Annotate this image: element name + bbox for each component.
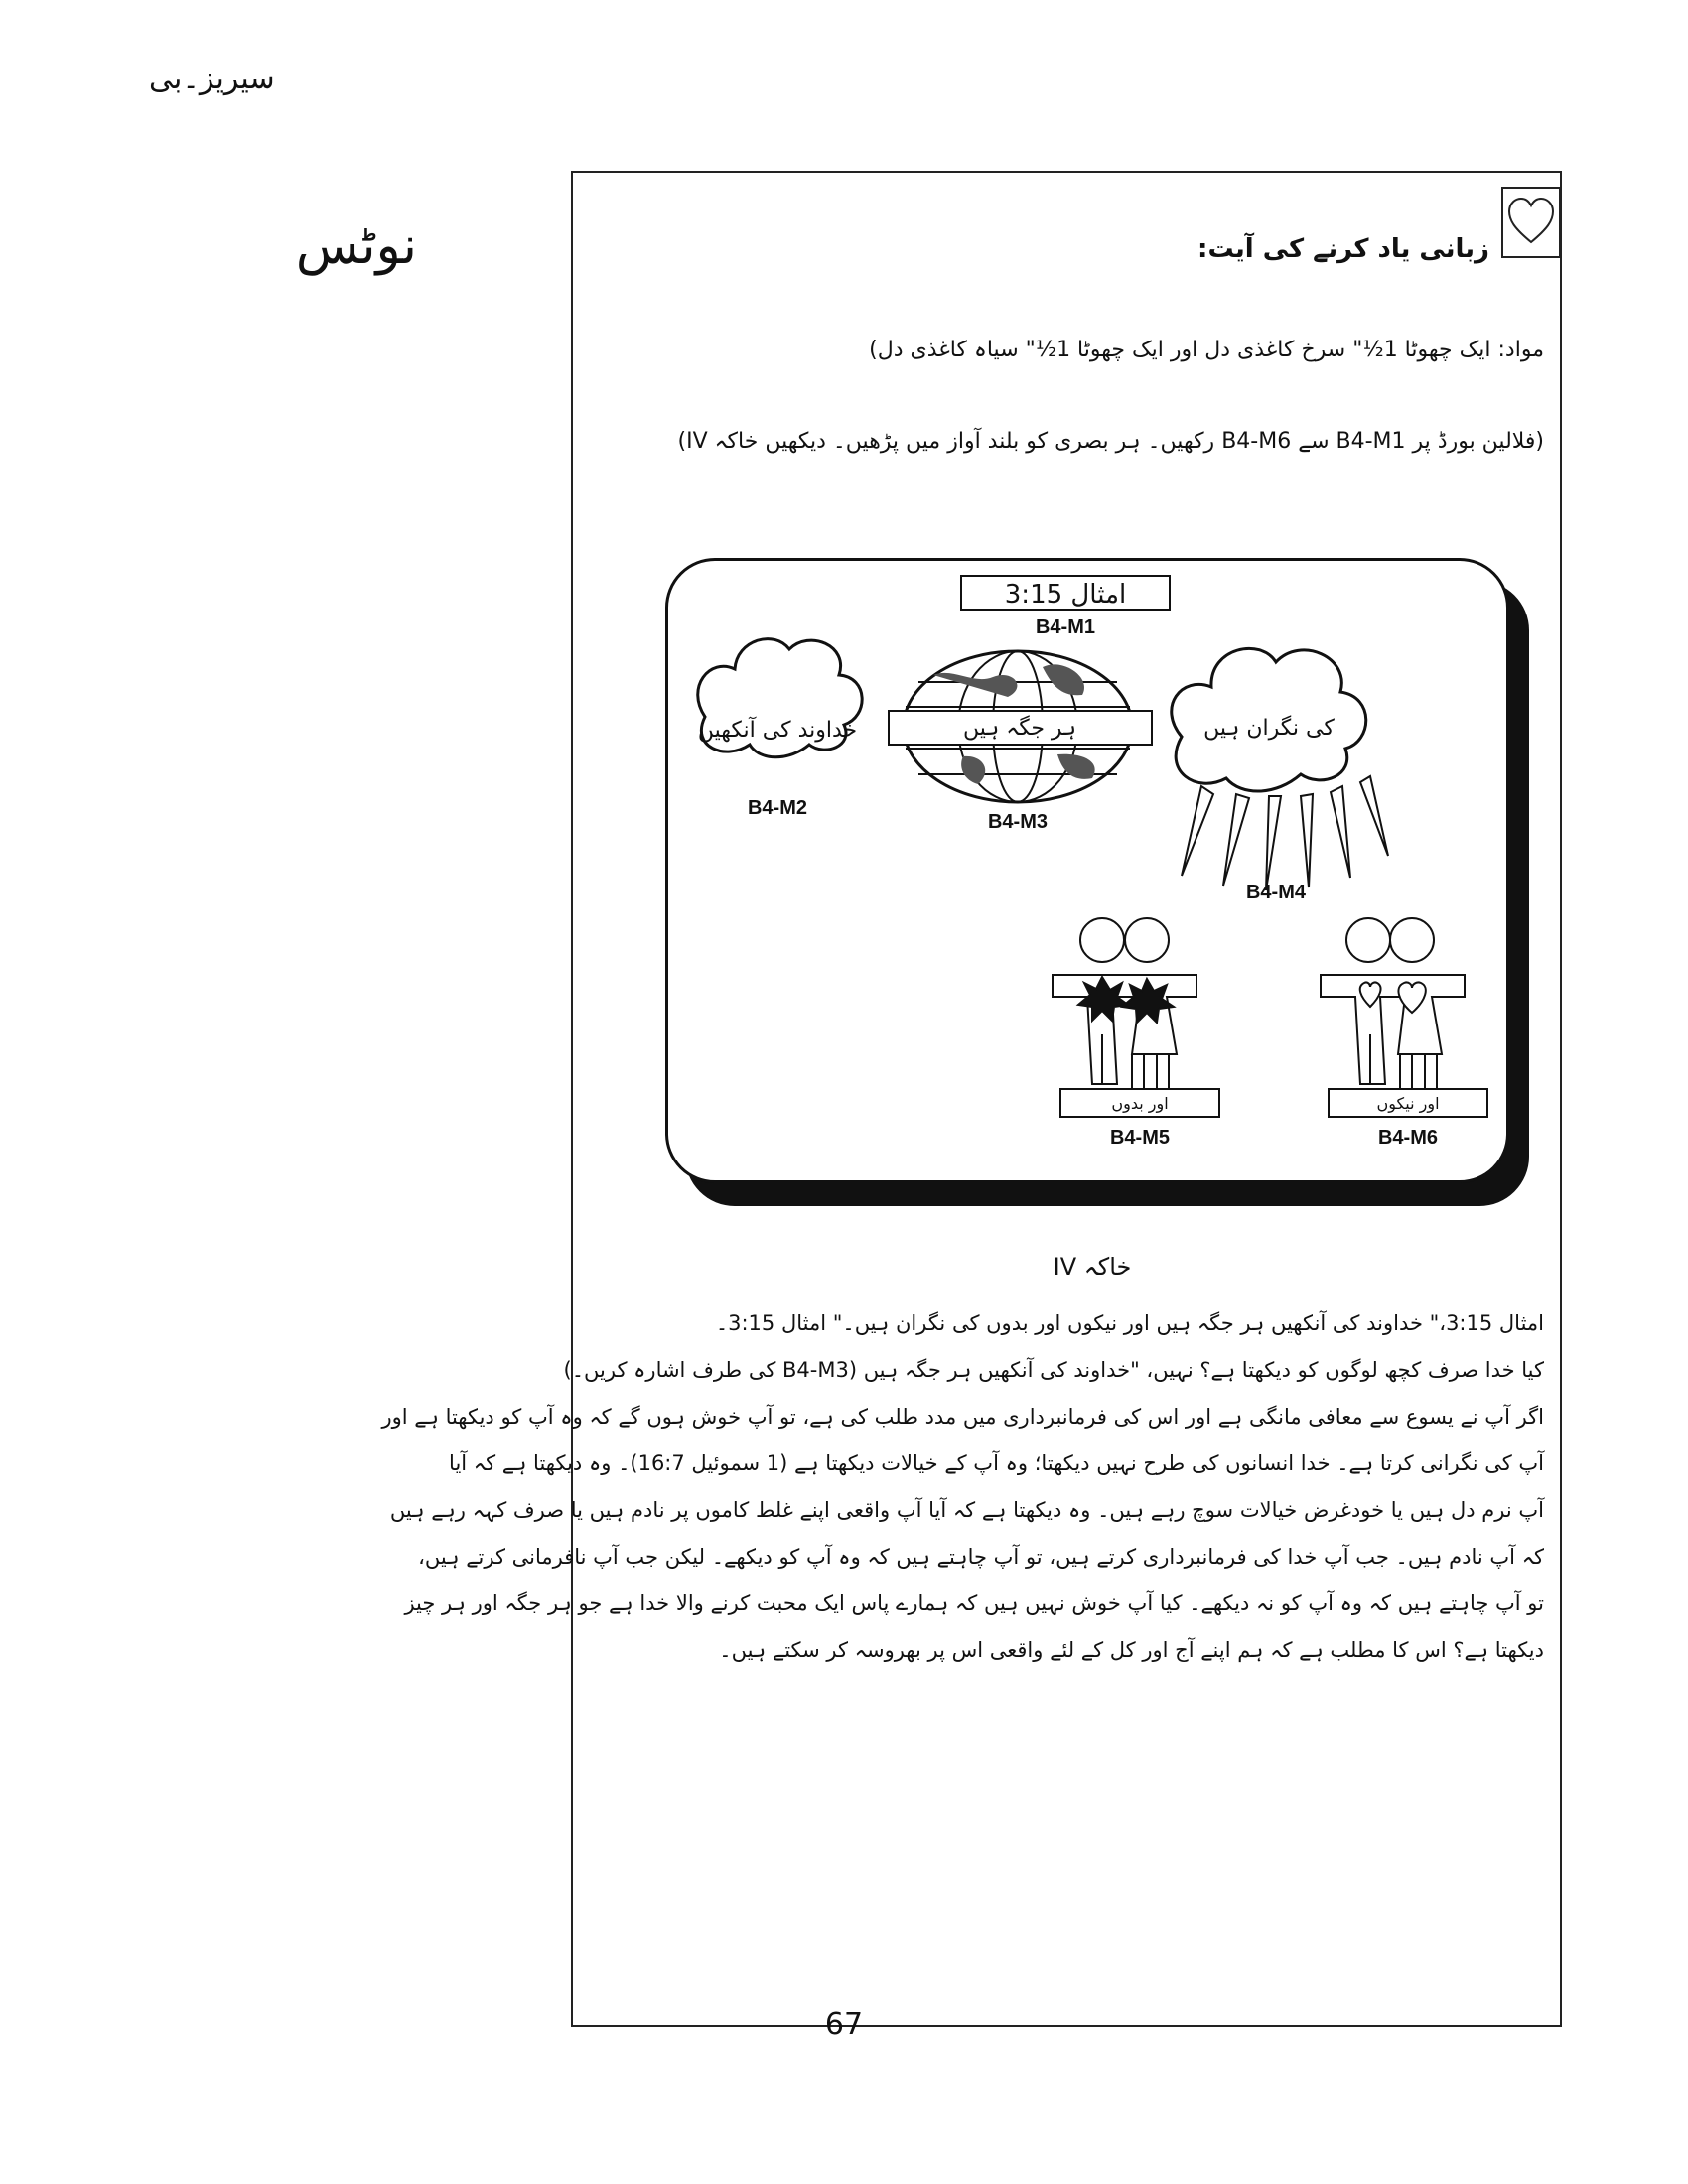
notes-label: نوٹس bbox=[295, 216, 417, 276]
children-m6-icon bbox=[1321, 918, 1465, 1089]
m5-text: اور بدوں bbox=[1111, 1094, 1169, 1113]
m5-label: B4-M5 bbox=[1109, 1127, 1171, 1149]
figure-illustration bbox=[665, 558, 1509, 1183]
body-line: آپ نرم دل ہیں یا خودغرض خیالات سوچ رہے ہیں۔ وہ دیکھتا ہے کہ آیا آپ واقعی اپنے غلط کاموں پر نادم ہیں یا صرف کہہ رہے ہیں bbox=[389, 1498, 1544, 1522]
children-m5-icon bbox=[1053, 918, 1196, 1089]
section-heading: زبانی یاد کرنے کی آیت: bbox=[1197, 234, 1489, 264]
heart-icon bbox=[1501, 187, 1561, 258]
page-number: 67 bbox=[824, 2007, 864, 2042]
m2-label: B4-M2 bbox=[747, 797, 808, 819]
body-line: کہ آپ نادم ہیں۔ جب آپ خدا کی فرمانبرداری کرتے ہیں، تو آپ چاہتے ہیں کہ وہ آپ کو دیکھے۔ لیکن جب آپ نافرمانی کرتے ہیں، bbox=[418, 1545, 1544, 1569]
figure-caption: خاکہ IV bbox=[1053, 1253, 1132, 1281]
m2-text: خداوند کی آنکھیں bbox=[697, 718, 858, 743]
m1-label: B4-M1 bbox=[1035, 616, 1096, 638]
m4-text: کی نگران ہیں bbox=[1203, 716, 1335, 741]
body-line: آپ کی نگرانی کرتا ہے۔ خدا انسانوں کی طرح نہیں دیکھتا؛ وہ آپ کے خیالات دیکھتا ہے (1 سموئیل 16:7)۔ وہ دیکھتا ہے کہ آیا bbox=[449, 1451, 1544, 1475]
m3-label: B4-M3 bbox=[987, 811, 1049, 833]
title-box-text: امثال 3:15 bbox=[1004, 580, 1127, 610]
m6-text: اور نیکوں bbox=[1376, 1094, 1440, 1113]
m6-label: B4-M6 bbox=[1377, 1127, 1439, 1149]
instruction-line: (فلالین بورڈ پر B4-M1 سے B4-M6 رکھیں۔ ہر بصری کو بلند آواز میں پڑھیں۔ دیکھیں خاکہ IV) bbox=[677, 429, 1544, 454]
body-line: اگر آپ نے یسوع سے معافی مانگی ہے اور اس کی فرمانبرداری میں مدد طلب کی ہے، تو آپ خوش ہوں گے کہ وہ آپ کو دیکھتا ہے اور bbox=[381, 1405, 1544, 1429]
body-line: امثال 3:15،" خداوند کی آنکھیں ہر جگہ ہیں اور نیکوں اور بدوں کی نگران ہیں۔" امثال 3:15۔ bbox=[715, 1311, 1544, 1335]
cloud-rays-m4-icon bbox=[1172, 648, 1388, 890]
materials-line: مواد: ایک چھوٹا 1½" سرخ کاغذی دل اور ایک چھوٹا 1½" سیاہ کاغذی دل) bbox=[869, 338, 1544, 362]
body-line: کیا خدا صرف کچھ لوگوں کو دیکھتا ہے؟ نہیں، "خداوند کی آنکھیں ہر جگہ ہیں (B4-M3 کی طرف اشارہ کریں۔) bbox=[563, 1358, 1544, 1382]
body-line: دیکھتا ہے؟ اس کا مطلب ہے کہ ہم اپنے آج اور کل کے لئے واقعی اس پر بھروسہ کر سکتے ہیں۔ bbox=[719, 1638, 1544, 1662]
body-text bbox=[381, 1300, 1544, 1674]
m3-text: ہر جگہ ہیں bbox=[963, 716, 1076, 741]
m4-label: B4-M4 bbox=[1245, 882, 1307, 903]
body-line: تو آپ چاہتے ہیں کہ وہ آپ کو نہ دیکھے۔ کیا آپ خوش نہیں ہیں کہ ہمارے پاس ایک محبت کرنے والا خدا ہے جو ہر جگہ اور ہر چیز bbox=[404, 1591, 1544, 1615]
series-label: سیریز۔بی bbox=[149, 62, 275, 96]
